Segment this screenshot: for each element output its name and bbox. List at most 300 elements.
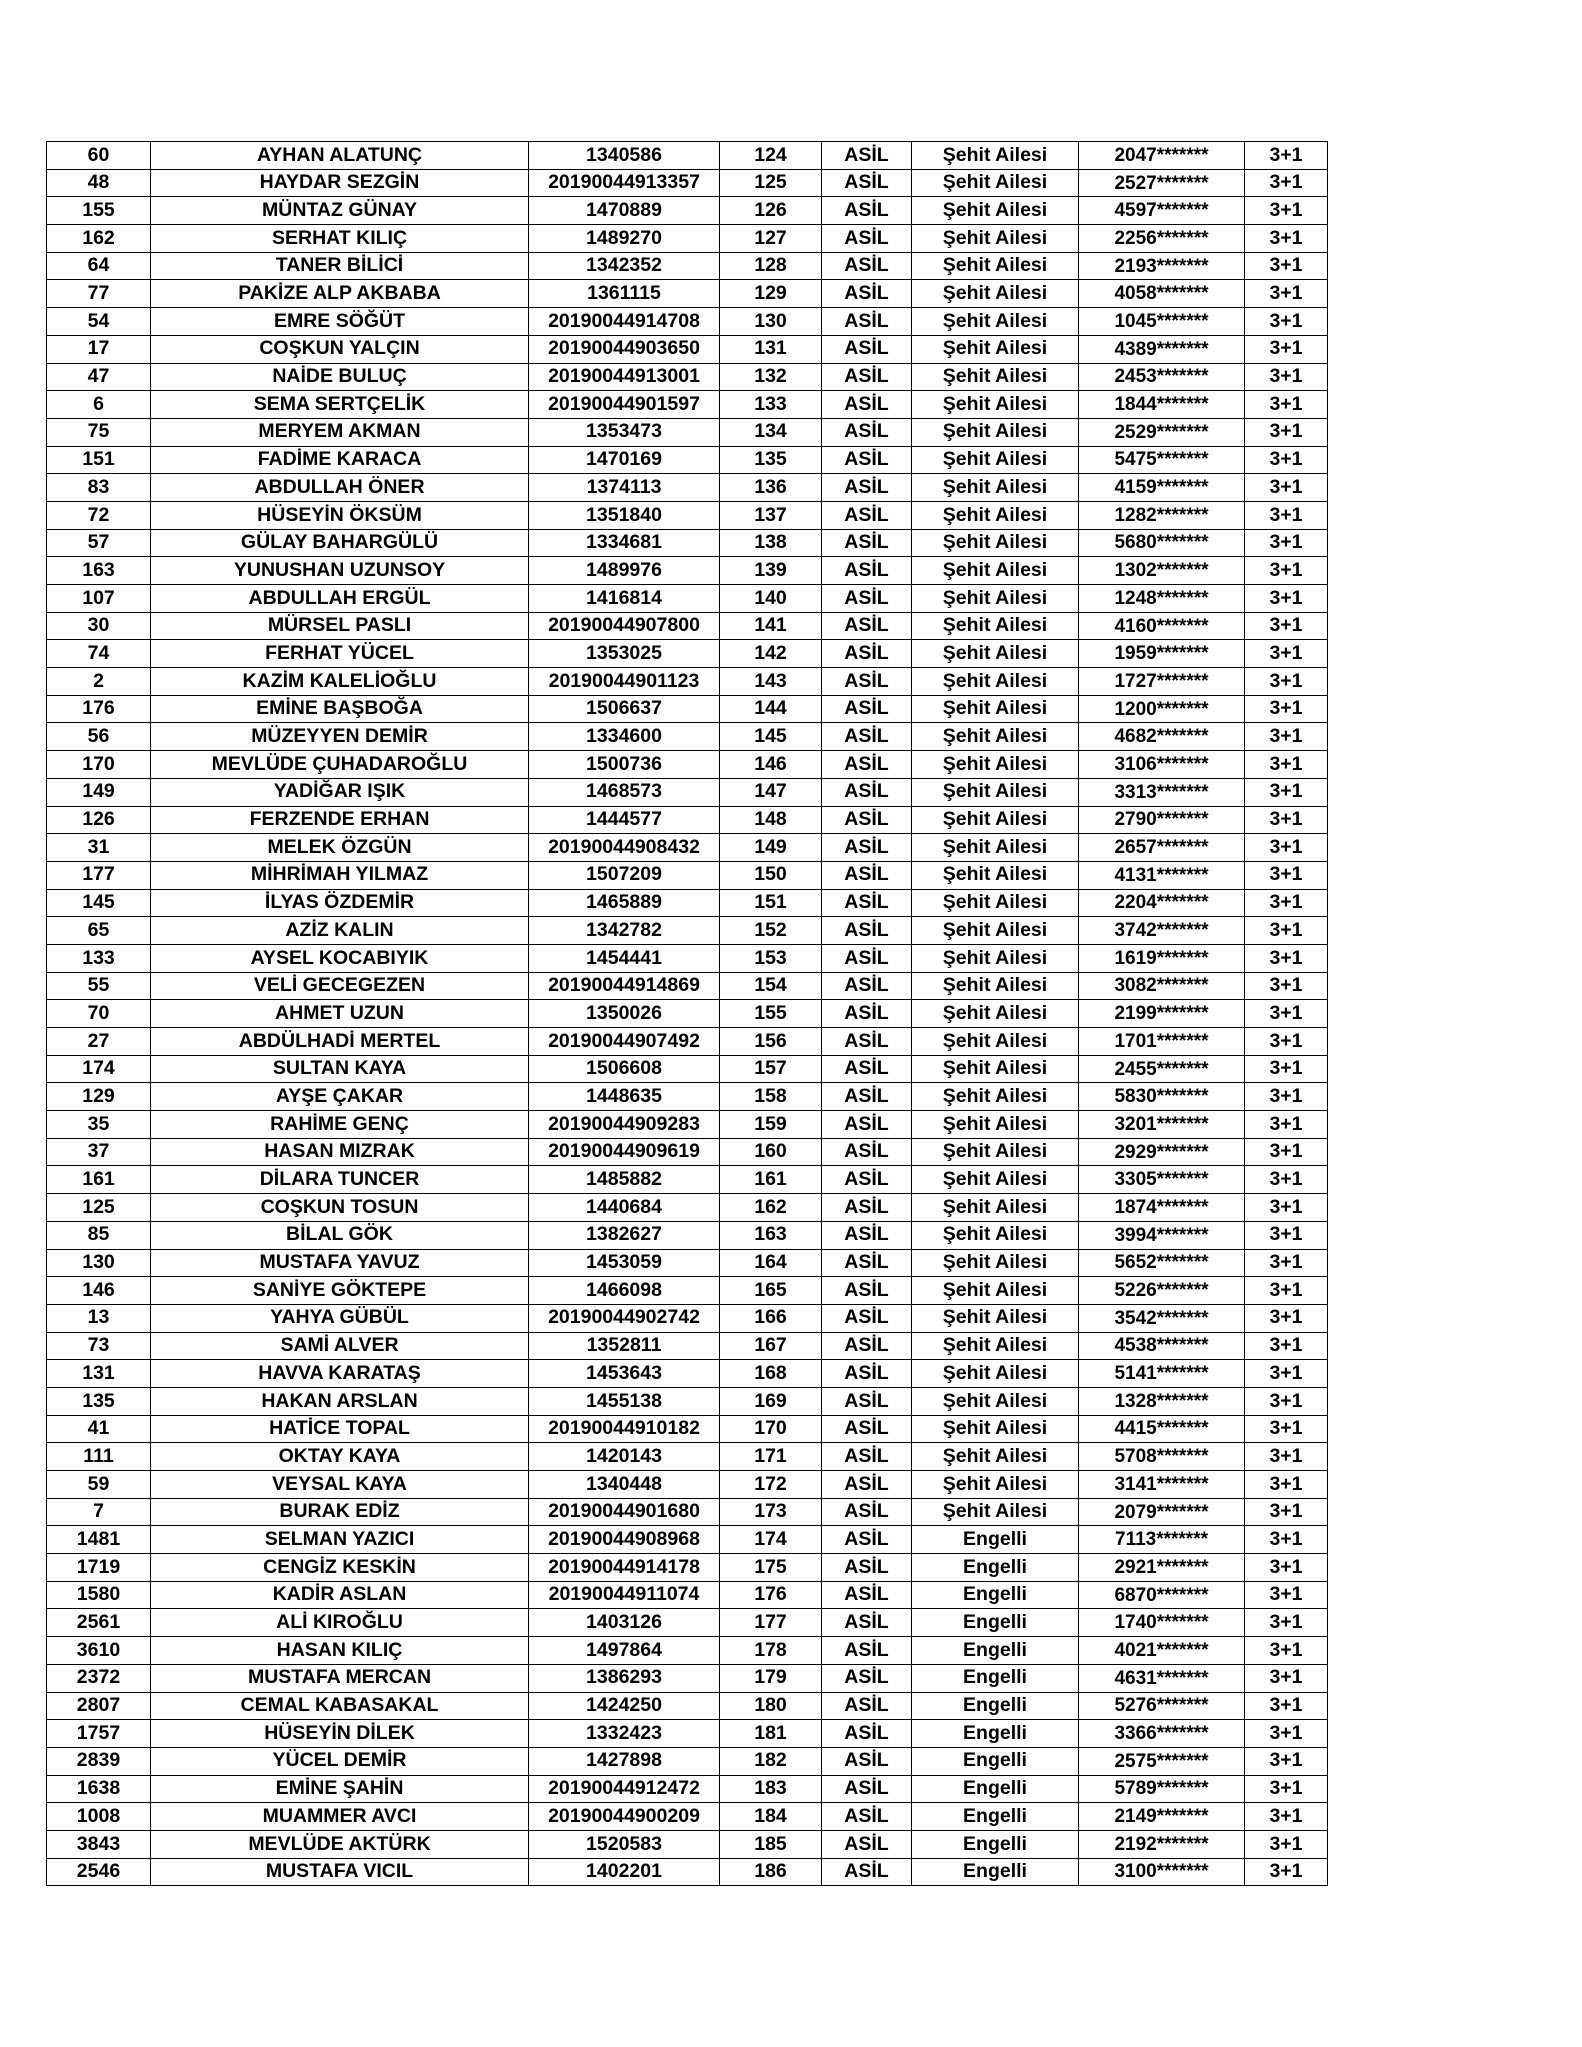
category-cell: Şehit Ailesi [912, 1332, 1079, 1360]
application-number-cell: 20190044908432 [529, 834, 720, 862]
order-number-cell: 162 [720, 1194, 822, 1222]
application-number-cell: 20190044901123 [529, 668, 720, 696]
row-number-cell: 2372 [47, 1664, 151, 1692]
status-cell: ASİL [822, 1692, 912, 1720]
category-cell: Şehit Ailesi [912, 363, 1079, 391]
status-cell: ASİL [822, 529, 912, 557]
table-body [47, 142, 1328, 1886]
category-cell: Şehit Ailesi [912, 142, 1079, 170]
unit-type-cell: 3+1 [1245, 1581, 1328, 1609]
order-number-cell: 182 [720, 1747, 822, 1775]
unit-type-cell: 3+1 [1245, 723, 1328, 751]
table-row [47, 889, 1328, 917]
category-cell: Engelli [912, 1858, 1079, 1886]
table-row [47, 1055, 1328, 1083]
application-number-cell: 1455138 [529, 1387, 720, 1415]
status-cell: ASİL [822, 280, 912, 308]
unit-type-cell: 3+1 [1245, 778, 1328, 806]
name-cell: MÜZEYYEN DEMİR [151, 723, 529, 751]
order-number-cell: 151 [720, 889, 822, 917]
order-number-cell: 165 [720, 1277, 822, 1305]
masked-id-cell: 4389******* [1079, 335, 1245, 363]
table-row [47, 1277, 1328, 1305]
name-cell: SEMA SERTÇELİK [151, 391, 529, 419]
row-number-cell: 1008 [47, 1803, 151, 1831]
application-number-cell: 20190044910182 [529, 1415, 720, 1443]
application-number-cell: 1465889 [529, 889, 720, 917]
masked-id-cell: 1701******* [1079, 1028, 1245, 1056]
unit-type-cell: 3+1 [1245, 142, 1328, 170]
name-cell: EMRE SÖĞÜT [151, 308, 529, 336]
masked-id-cell: 1959******* [1079, 640, 1245, 668]
name-cell: MELEK ÖZGÜN [151, 834, 529, 862]
name-cell: YADİĞAR IŞIK [151, 778, 529, 806]
masked-id-cell: 4682******* [1079, 723, 1245, 751]
unit-type-cell: 3+1 [1245, 1526, 1328, 1554]
status-cell: ASİL [822, 1277, 912, 1305]
order-number-cell: 135 [720, 446, 822, 474]
row-number-cell: 2807 [47, 1692, 151, 1720]
masked-id-cell: 1045******* [1079, 308, 1245, 336]
unit-type-cell: 3+1 [1245, 225, 1328, 253]
order-number-cell: 133 [720, 391, 822, 419]
order-number-cell: 171 [720, 1443, 822, 1471]
row-number-cell: 133 [47, 944, 151, 972]
table-row [47, 1028, 1328, 1056]
status-cell: ASİL [822, 1471, 912, 1499]
masked-id-cell: 2529******* [1079, 418, 1245, 446]
table-row [47, 391, 1328, 419]
order-number-cell: 159 [720, 1111, 822, 1139]
application-number-cell: 20190044900209 [529, 1803, 720, 1831]
unit-type-cell: 3+1 [1245, 446, 1328, 474]
unit-type-cell: 3+1 [1245, 834, 1328, 862]
masked-id-cell: 5708******* [1079, 1443, 1245, 1471]
name-cell: NAİDE BULUÇ [151, 363, 529, 391]
table-row [47, 1111, 1328, 1139]
unit-type-cell: 3+1 [1245, 668, 1328, 696]
unit-type-cell: 3+1 [1245, 1194, 1328, 1222]
order-number-cell: 177 [720, 1609, 822, 1637]
order-number-cell: 140 [720, 585, 822, 613]
status-cell: ASİL [822, 1443, 912, 1471]
category-cell: Engelli [912, 1554, 1079, 1582]
row-number-cell: 72 [47, 501, 151, 529]
order-number-cell: 175 [720, 1554, 822, 1582]
masked-id-cell: 2790******* [1079, 806, 1245, 834]
name-cell: EMİNE ŞAHİN [151, 1775, 529, 1803]
order-number-cell: 179 [720, 1664, 822, 1692]
unit-type-cell: 3+1 [1245, 1747, 1328, 1775]
unit-type-cell: 3+1 [1245, 1111, 1328, 1139]
row-number-cell: 41 [47, 1415, 151, 1443]
table-row [47, 778, 1328, 806]
row-number-cell: 129 [47, 1083, 151, 1111]
name-cell: COŞKUN YALÇIN [151, 335, 529, 363]
row-number-cell: 162 [47, 225, 151, 253]
table-row [47, 861, 1328, 889]
masked-id-cell: 2929******* [1079, 1138, 1245, 1166]
status-cell: ASİL [822, 723, 912, 751]
application-number-cell: 1416814 [529, 585, 720, 613]
category-cell: Şehit Ailesi [912, 1471, 1079, 1499]
table-row [47, 1194, 1328, 1222]
name-cell: RAHİME GENÇ [151, 1111, 529, 1139]
table-row [47, 1000, 1328, 1028]
masked-id-cell: 5141******* [1079, 1360, 1245, 1388]
row-number-cell: 146 [47, 1277, 151, 1305]
unit-type-cell: 3+1 [1245, 640, 1328, 668]
table-row [47, 751, 1328, 779]
masked-id-cell: 1282******* [1079, 501, 1245, 529]
category-cell: Şehit Ailesi [912, 308, 1079, 336]
masked-id-cell: 5475******* [1079, 446, 1245, 474]
order-number-cell: 127 [720, 225, 822, 253]
order-number-cell: 183 [720, 1775, 822, 1803]
order-number-cell: 174 [720, 1526, 822, 1554]
masked-id-cell: 3542******* [1079, 1304, 1245, 1332]
status-cell: ASİL [822, 1498, 912, 1526]
row-number-cell: 30 [47, 612, 151, 640]
masked-id-cell: 2455******* [1079, 1055, 1245, 1083]
category-cell: Şehit Ailesi [912, 1249, 1079, 1277]
category-cell: Engelli [912, 1609, 1079, 1637]
table-row [47, 1554, 1328, 1582]
row-number-cell: 27 [47, 1028, 151, 1056]
status-cell: ASİL [822, 1083, 912, 1111]
application-number-cell: 1352811 [529, 1332, 720, 1360]
name-cell: YÜCEL DEMİR [151, 1747, 529, 1775]
order-number-cell: 124 [720, 142, 822, 170]
application-number-cell: 1420143 [529, 1443, 720, 1471]
order-number-cell: 166 [720, 1304, 822, 1332]
status-cell: ASİL [822, 1747, 912, 1775]
status-cell: ASİL [822, 1554, 912, 1582]
order-number-cell: 130 [720, 308, 822, 336]
status-cell: ASİL [822, 1000, 912, 1028]
table-row [47, 1830, 1328, 1858]
category-cell: Şehit Ailesi [912, 474, 1079, 502]
table-row [47, 1332, 1328, 1360]
masked-id-cell: 2149******* [1079, 1803, 1245, 1831]
masked-id-cell: 5830******* [1079, 1083, 1245, 1111]
masked-id-cell: 2199******* [1079, 1000, 1245, 1028]
row-number-cell: 3843 [47, 1830, 151, 1858]
unit-type-cell: 3+1 [1245, 474, 1328, 502]
row-number-cell: 2546 [47, 1858, 151, 1886]
category-cell: Şehit Ailesi [912, 668, 1079, 696]
unit-type-cell: 3+1 [1245, 1360, 1328, 1388]
application-number-cell: 1500736 [529, 751, 720, 779]
application-number-cell: 1448635 [529, 1083, 720, 1111]
masked-id-cell: 4415******* [1079, 1415, 1245, 1443]
order-number-cell: 141 [720, 612, 822, 640]
status-cell: ASİL [822, 861, 912, 889]
row-number-cell: 55 [47, 972, 151, 1000]
category-cell: Şehit Ailesi [912, 972, 1079, 1000]
category-cell: Şehit Ailesi [912, 1055, 1079, 1083]
application-number-cell: 1332423 [529, 1720, 720, 1748]
table-row [47, 1692, 1328, 1720]
status-cell: ASİL [822, 1581, 912, 1609]
status-cell: ASİL [822, 834, 912, 862]
order-number-cell: 153 [720, 944, 822, 972]
row-number-cell: 75 [47, 418, 151, 446]
row-number-cell: 74 [47, 640, 151, 668]
application-number-cell: 1427898 [529, 1747, 720, 1775]
category-cell: Engelli [912, 1803, 1079, 1831]
name-cell: FERZENDE ERHAN [151, 806, 529, 834]
name-cell: YUNUSHAN UZUNSOY [151, 557, 529, 585]
name-cell: FADİME KARACA [151, 446, 529, 474]
masked-id-cell: 5226******* [1079, 1277, 1245, 1305]
order-number-cell: 148 [720, 806, 822, 834]
row-number-cell: 130 [47, 1249, 151, 1277]
category-cell: Şehit Ailesi [912, 1360, 1079, 1388]
unit-type-cell: 3+1 [1245, 1221, 1328, 1249]
row-number-cell: 64 [47, 252, 151, 280]
order-number-cell: 134 [720, 418, 822, 446]
category-cell: Şehit Ailesi [912, 557, 1079, 585]
unit-type-cell: 3+1 [1245, 1415, 1328, 1443]
status-cell: ASİL [822, 1138, 912, 1166]
table-row [47, 197, 1328, 225]
row-number-cell: 161 [47, 1166, 151, 1194]
status-cell: ASİL [822, 1858, 912, 1886]
row-number-cell: 125 [47, 1194, 151, 1222]
order-number-cell: 163 [720, 1221, 822, 1249]
name-cell: MEVLÜDE AKTÜRK [151, 1830, 529, 1858]
row-number-cell: 149 [47, 778, 151, 806]
unit-type-cell: 3+1 [1245, 1083, 1328, 1111]
application-number-cell: 1353025 [529, 640, 720, 668]
status-cell: ASİL [822, 418, 912, 446]
status-cell: ASİL [822, 1166, 912, 1194]
row-number-cell: 2561 [47, 1609, 151, 1637]
table-row [47, 308, 1328, 336]
masked-id-cell: 4160******* [1079, 612, 1245, 640]
application-number-cell: 1489270 [529, 225, 720, 253]
status-cell: ASİL [822, 640, 912, 668]
application-number-cell: 1361115 [529, 280, 720, 308]
unit-type-cell: 3+1 [1245, 861, 1328, 889]
table-row [47, 695, 1328, 723]
row-number-cell: 70 [47, 1000, 151, 1028]
masked-id-cell: 2047******* [1079, 142, 1245, 170]
order-number-cell: 128 [720, 252, 822, 280]
table-row [47, 1664, 1328, 1692]
application-number-cell: 1489976 [529, 557, 720, 585]
row-number-cell: 1719 [47, 1554, 151, 1582]
order-number-cell: 161 [720, 1166, 822, 1194]
name-cell: MUSTAFA YAVUZ [151, 1249, 529, 1277]
category-cell: Şehit Ailesi [912, 585, 1079, 613]
masked-id-cell: 1874******* [1079, 1194, 1245, 1222]
category-cell: Şehit Ailesi [912, 1111, 1079, 1139]
name-cell: HATİCE TOPAL [151, 1415, 529, 1443]
masked-id-cell: 2575******* [1079, 1747, 1245, 1775]
application-number-cell: 20190044911074 [529, 1581, 720, 1609]
unit-type-cell: 3+1 [1245, 557, 1328, 585]
category-cell: Şehit Ailesi [912, 252, 1079, 280]
category-cell: Şehit Ailesi [912, 1000, 1079, 1028]
table-row [47, 1471, 1328, 1499]
table-row [47, 1415, 1328, 1443]
category-cell: Engelli [912, 1720, 1079, 1748]
order-number-cell: 176 [720, 1581, 822, 1609]
status-cell: ASİL [822, 1775, 912, 1803]
row-number-cell: 65 [47, 917, 151, 945]
table-row [47, 1720, 1328, 1748]
order-number-cell: 149 [720, 834, 822, 862]
masked-id-cell: 3742******* [1079, 917, 1245, 945]
unit-type-cell: 3+1 [1245, 1249, 1328, 1277]
order-number-cell: 170 [720, 1415, 822, 1443]
row-number-cell: 177 [47, 861, 151, 889]
unit-type-cell: 3+1 [1245, 501, 1328, 529]
status-cell: ASİL [822, 889, 912, 917]
category-cell: Şehit Ailesi [912, 917, 1079, 945]
masked-id-cell: 1619******* [1079, 944, 1245, 972]
row-number-cell: 151 [47, 446, 151, 474]
application-number-cell: 20190044909619 [529, 1138, 720, 1166]
status-cell: ASİL [822, 169, 912, 197]
unit-type-cell: 3+1 [1245, 944, 1328, 972]
application-number-cell: 20190044907800 [529, 612, 720, 640]
table-row [47, 418, 1328, 446]
name-cell: HASAN MIZRAK [151, 1138, 529, 1166]
unit-type-cell: 3+1 [1245, 889, 1328, 917]
name-cell: DİLARA TUNCER [151, 1166, 529, 1194]
category-cell: Şehit Ailesi [912, 806, 1079, 834]
name-cell: HÜSEYİN DİLEK [151, 1720, 529, 1748]
application-number-cell: 1342782 [529, 917, 720, 945]
category-cell: Şehit Ailesi [912, 889, 1079, 917]
table-row [47, 501, 1328, 529]
order-number-cell: 155 [720, 1000, 822, 1028]
status-cell: ASİL [822, 197, 912, 225]
category-cell: Şehit Ailesi [912, 197, 1079, 225]
unit-type-cell: 3+1 [1245, 1858, 1328, 1886]
unit-type-cell: 3+1 [1245, 1332, 1328, 1360]
application-number-cell: 1351840 [529, 501, 720, 529]
application-number-cell: 20190044908968 [529, 1526, 720, 1554]
row-number-cell: 17 [47, 335, 151, 363]
category-cell: Şehit Ailesi [912, 391, 1079, 419]
name-cell: FERHAT YÜCEL [151, 640, 529, 668]
status-cell: ASİL [822, 391, 912, 419]
status-cell: ASİL [822, 612, 912, 640]
application-number-cell: 1374113 [529, 474, 720, 502]
status-cell: ASİL [822, 778, 912, 806]
table-row [47, 1858, 1328, 1886]
table-row [47, 225, 1328, 253]
application-number-cell: 1334600 [529, 723, 720, 751]
category-cell: Şehit Ailesi [912, 1498, 1079, 1526]
order-number-cell: 181 [720, 1720, 822, 1748]
order-number-cell: 129 [720, 280, 822, 308]
application-number-cell: 1342352 [529, 252, 720, 280]
category-cell: Şehit Ailesi [912, 280, 1079, 308]
unit-type-cell: 3+1 [1245, 363, 1328, 391]
row-number-cell: 73 [47, 1332, 151, 1360]
unit-type-cell: 3+1 [1245, 418, 1328, 446]
application-number-cell: 1520583 [529, 1830, 720, 1858]
masked-id-cell: 3141******* [1079, 1471, 1245, 1499]
status-cell: ASİL [822, 1249, 912, 1277]
order-number-cell: 160 [720, 1138, 822, 1166]
masked-id-cell: 2256******* [1079, 225, 1245, 253]
status-cell: ASİL [822, 446, 912, 474]
name-cell: COŞKUN TOSUN [151, 1194, 529, 1222]
category-cell: Şehit Ailesi [912, 335, 1079, 363]
table-row [47, 335, 1328, 363]
order-number-cell: 146 [720, 751, 822, 779]
unit-type-cell: 3+1 [1245, 1471, 1328, 1499]
row-number-cell: 126 [47, 806, 151, 834]
table-row [47, 944, 1328, 972]
table-row [47, 612, 1328, 640]
status-cell: ASİL [822, 1304, 912, 1332]
masked-id-cell: 1302******* [1079, 557, 1245, 585]
order-number-cell: 138 [720, 529, 822, 557]
name-cell: TANER BİLİCİ [151, 252, 529, 280]
status-cell: ASİL [822, 1664, 912, 1692]
name-cell: İLYAS ÖZDEMİR [151, 889, 529, 917]
masked-id-cell: 1248******* [1079, 585, 1245, 613]
application-number-cell: 20190044914178 [529, 1554, 720, 1582]
masked-id-cell: 4631******* [1079, 1664, 1245, 1692]
masked-id-cell: 1740******* [1079, 1609, 1245, 1637]
application-number-cell: 1340448 [529, 1471, 720, 1499]
application-number-cell: 1454441 [529, 944, 720, 972]
row-number-cell: 31 [47, 834, 151, 862]
masked-id-cell: 3994******* [1079, 1221, 1245, 1249]
application-number-cell: 20190044909283 [529, 1111, 720, 1139]
category-cell: Şehit Ailesi [912, 1304, 1079, 1332]
name-cell: SELMAN YAZICI [151, 1526, 529, 1554]
table-row [47, 169, 1328, 197]
application-number-cell: 1340586 [529, 142, 720, 170]
table-row [47, 446, 1328, 474]
unit-type-cell: 3+1 [1245, 197, 1328, 225]
application-number-cell: 1334681 [529, 529, 720, 557]
unit-type-cell: 3+1 [1245, 1720, 1328, 1748]
masked-id-cell: 1727******* [1079, 668, 1245, 696]
status-cell: ASİL [822, 557, 912, 585]
masked-id-cell: 4131******* [1079, 861, 1245, 889]
application-number-cell: 20190044901597 [529, 391, 720, 419]
table-row [47, 972, 1328, 1000]
masked-id-cell: 2527******* [1079, 169, 1245, 197]
name-cell: MİHRİMAH YILMAZ [151, 861, 529, 889]
name-cell: MUSTAFA VICIL [151, 1858, 529, 1886]
category-cell: Engelli [912, 1775, 1079, 1803]
application-number-cell: 1440684 [529, 1194, 720, 1222]
masked-id-cell: 6870******* [1079, 1581, 1245, 1609]
application-number-cell: 20190044914869 [529, 972, 720, 1000]
application-number-cell: 20190044914708 [529, 308, 720, 336]
table-row [47, 1221, 1328, 1249]
category-cell: Şehit Ailesi [912, 834, 1079, 862]
name-cell: AYŞE ÇAKAR [151, 1083, 529, 1111]
table-row [47, 1249, 1328, 1277]
row-number-cell: 60 [47, 142, 151, 170]
row-number-cell: 35 [47, 1111, 151, 1139]
category-cell: Engelli [912, 1637, 1079, 1665]
status-cell: ASİL [822, 1111, 912, 1139]
status-cell: ASİL [822, 1637, 912, 1665]
